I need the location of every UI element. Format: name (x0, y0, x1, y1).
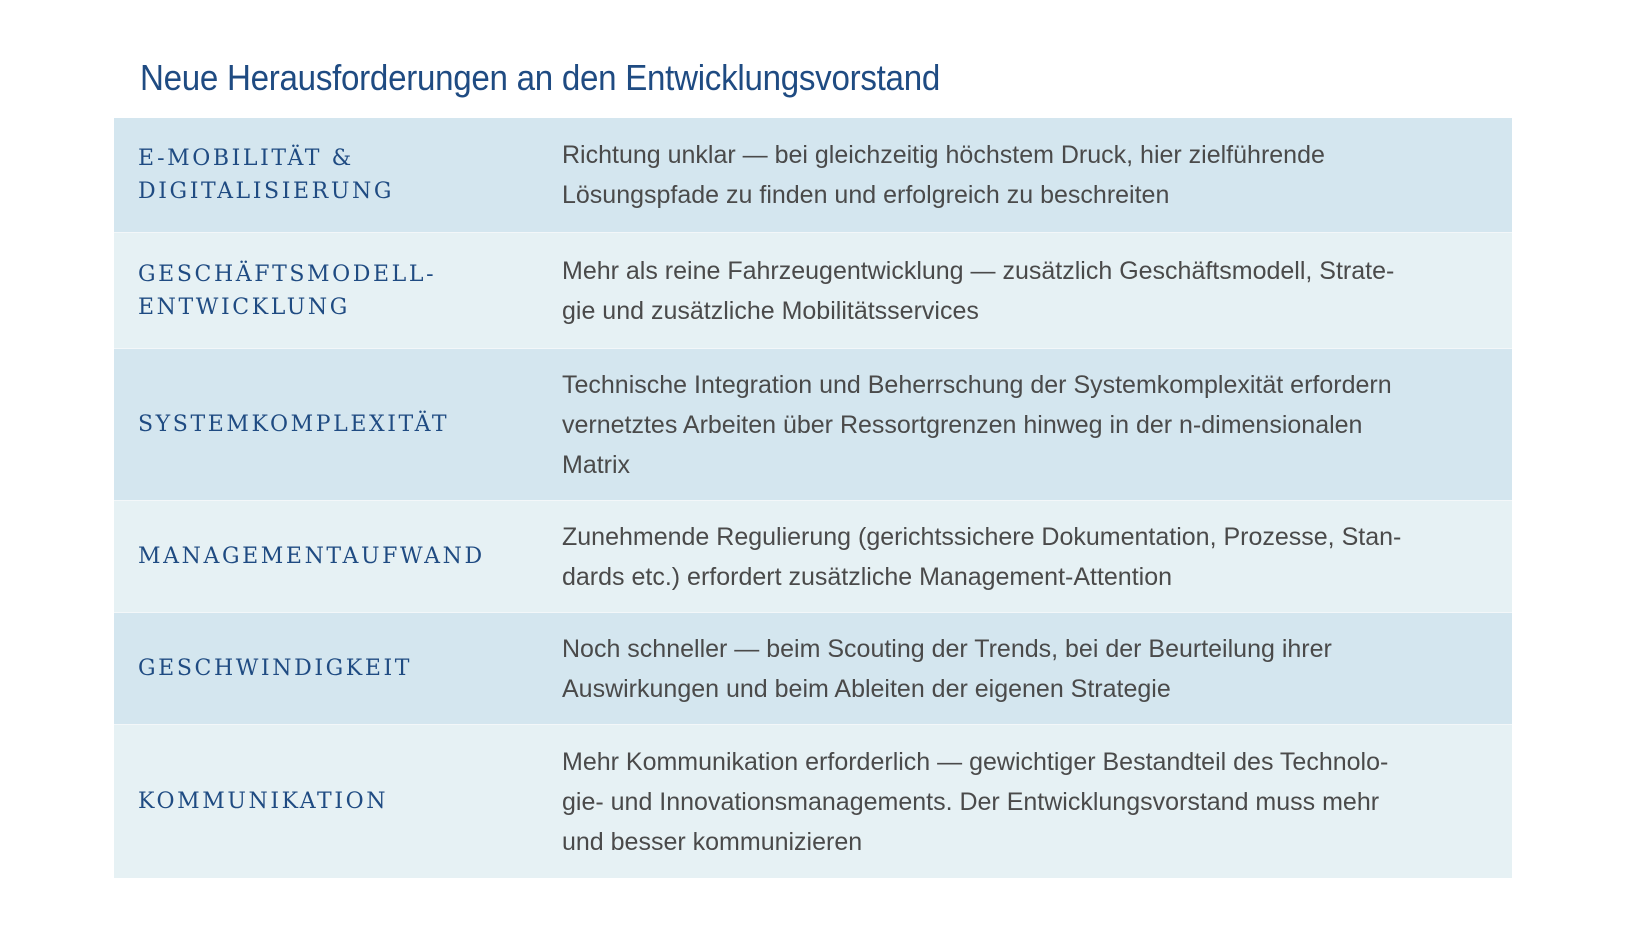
row-description (562, 517, 1512, 597)
row-label-line: ENTWICKLUNG (138, 294, 350, 320)
row-label-line: GESCHÄFTSMODELL- (138, 261, 437, 287)
row-description-line: Noch schneller — beim Scouting der Trends, bei der Beurteilung ihrer (562, 634, 1332, 663)
row-label (114, 142, 562, 208)
table-row (114, 501, 1512, 613)
table-row (114, 118, 1512, 233)
row-description-line: Richtung unklar — bei gleichzeitig höchstem Druck, hier zielführende (562, 141, 1325, 169)
table-row (114, 233, 1512, 349)
row-description-line: Zunehmende Regulierung (gerichtssichere Dokumentation, Prozesse, Stan- (562, 522, 1402, 551)
row-description (562, 742, 1512, 862)
row-description-line: Lösungspfade zu finden und erfolgreich zu beschreiten (562, 181, 1170, 209)
table-row (114, 725, 1512, 878)
challenges-table (114, 118, 1512, 878)
row-label (114, 540, 562, 573)
row-description-line: vernetztes Arbeiten über Ressortgrenzen hinweg in der n-dimensionalen (562, 410, 1363, 439)
row-description-line: Auswirkungen und beim Ableiten der eigenen Strategie (562, 674, 1171, 703)
row-label-line: DIGITALISIERUNG (138, 179, 395, 204)
table-row (114, 349, 1512, 501)
row-description (562, 135, 1512, 215)
row-description-line: dards etc.) erfordert zusätzliche Management-Attention (562, 562, 1173, 591)
row-label (114, 258, 562, 324)
row-label-line: E-MOBILITÄT & (138, 146, 354, 171)
row-label-line: KOMMUNIKATION (138, 789, 389, 814)
row-description (562, 365, 1512, 485)
row-description (562, 629, 1512, 709)
row-description (562, 251, 1512, 331)
row-label (114, 652, 562, 685)
row-description-line: Mehr Kommunikation erforderlich — gewichtiger Bestandteil des Technolo- (562, 747, 1389, 776)
row-description-line: und besser kommunizieren (562, 827, 863, 856)
table-row (114, 613, 1512, 725)
row-description-line: Mehr als reine Fahrzeugentwicklung — zusätzlich Geschäftsmodell, Strate- (562, 256, 1395, 285)
row-description-line: Matrix (562, 450, 631, 479)
row-label-line: SYSTEMKOMPLEXITÄT (138, 412, 450, 437)
row-label-line: MANAGEMENTAUFWAND (138, 544, 485, 569)
row-description-line: gie und zusätzliche Mobilitätsservices (562, 296, 979, 325)
row-description-line: Technische Integration und Beherrschung der Systemkomplexität erfordern (562, 370, 1392, 399)
row-label (114, 408, 562, 441)
row-description-line: gie- und Innovationsmanagements. Der Entwicklungsvorstand muss mehr (562, 787, 1380, 816)
page-title: Neue Herausforderungen an den Entwicklungsvorstand (140, 57, 940, 98)
row-label-line: GESCHWINDIGKEIT (138, 656, 413, 681)
row-label (114, 785, 562, 818)
